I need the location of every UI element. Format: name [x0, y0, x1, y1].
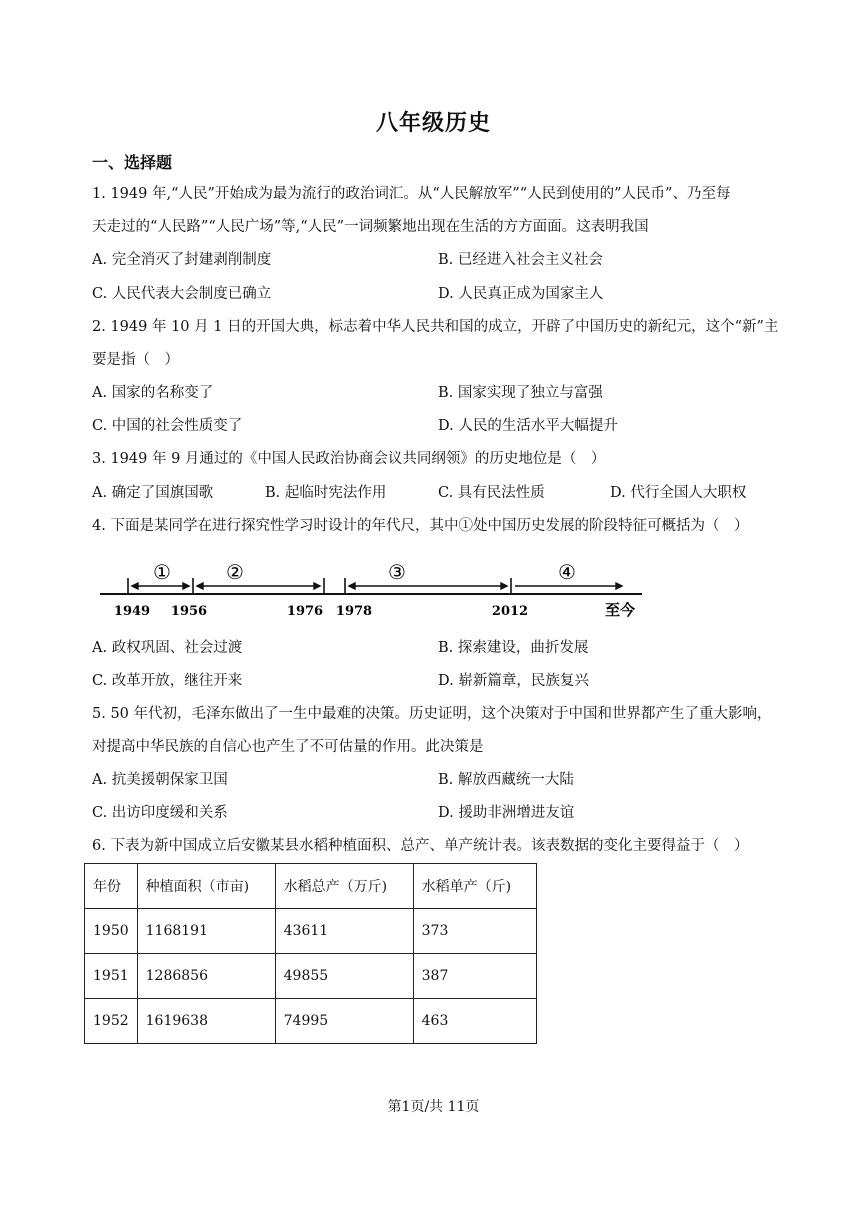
table-cell: 74995 — [275, 999, 413, 1044]
segment-2-left-head — [197, 583, 203, 589]
question-2-line-1: 2. 1949 年 10 月 1 日的开国大典，标志着中华人民共和国的成立，开辟了中国历史的新纪元，这个“新”主 — [92, 319, 779, 335]
question-1-line-2: 天走过的“人民路”“人民广场”等,“人民”一词频繁地出现在生活的方方面面。这表明我国 — [92, 219, 649, 235]
table-header-row — [85, 864, 537, 909]
table-row — [85, 954, 537, 999]
table-row — [85, 909, 537, 954]
column-header-total: 水稻总产（万斤) — [275, 864, 413, 909]
year-label-1978: 1978 — [335, 604, 373, 619]
q2-option-a[interactable]: A. 国家的名称变了 — [92, 385, 214, 401]
table-cell: 1951 — [85, 954, 138, 999]
q5-option-a[interactable]: A. 抗美援朝保家卫国 — [92, 772, 228, 788]
segment-1-left-head — [132, 583, 138, 589]
table-cell: 387 — [413, 954, 536, 999]
table-cell: 1952 — [85, 999, 138, 1044]
year-label-1976: 1976 — [286, 604, 324, 619]
question-5-line-1: 5. 50 年代初，毛泽东做出了一生中最难的决策。历史证明，这个决策对于中国和世界都产生了重大影响， — [92, 706, 772, 722]
q3-option-b[interactable]: B. 起临时宪法作用 — [265, 485, 387, 501]
table-cell: 1168191 — [137, 909, 275, 954]
year-label-2012: 2012 — [491, 604, 529, 619]
circle-label-2: ② — [226, 560, 244, 584]
year-label-1949: 1949 — [113, 604, 151, 619]
column-header-area: 种植面积（市亩) — [137, 864, 275, 909]
q1-option-d[interactable]: D. 人民真正成为国家主人 — [438, 286, 604, 302]
question-6-line-1: 6. 下表为新中国成立后安徽某县水稻种植面积、总产、单产统计表。该表数据的变化主要得益于（ ） — [92, 838, 749, 854]
rice-statistics-table — [84, 863, 537, 1044]
question-2-line-2: 要是指（ ） — [92, 352, 179, 368]
table-cell: 1286856 — [137, 954, 275, 999]
table-cell: 43611 — [275, 909, 413, 954]
timeline-ruler — [92, 556, 652, 626]
q4-option-c[interactable]: C. 改革开放，继往开来 — [92, 673, 243, 689]
question-3-line-1: 3. 1949 年 9 月通过的《中国人民政治协商会议共同纲领》的历史地位是（ ） — [92, 451, 606, 467]
section-heading: 一、选择题 — [92, 153, 173, 172]
q5-option-b[interactable]: B. 解放西藏统一大陆 — [438, 772, 574, 788]
circle-label-4: ④ — [558, 560, 576, 584]
q2-option-c[interactable]: C. 中国的社会性质变了 — [92, 418, 243, 434]
q3-option-c[interactable]: C. 具有民法性质 — [438, 485, 545, 501]
q1-option-a[interactable]: A. 完全消灭了封建剥削制度 — [92, 252, 272, 268]
circle-label-1: ① — [153, 560, 171, 584]
table-cell: 49855 — [275, 954, 413, 999]
question-5-line-2: 对提高中华民族的自信心也产生了不可估量的作用。此决策是 — [92, 739, 484, 755]
table-cell: 1950 — [85, 909, 138, 954]
page-title: 八年级历史 — [375, 111, 491, 136]
q4-option-b[interactable]: B. 探索建设，曲折发展 — [438, 640, 589, 656]
page-footer: 第1页/共 11页 — [387, 1099, 480, 1115]
column-header-year: 年份 — [85, 864, 138, 909]
table-cell: 463 — [413, 999, 536, 1044]
q4-option-a[interactable]: A. 政权巩固、社会过渡 — [92, 640, 243, 656]
year-label-present: 至今 — [604, 601, 636, 619]
q4-option-d[interactable]: D. 崭新篇章，民族复兴 — [438, 673, 589, 689]
q1-option-b[interactable]: B. 已经进入社会主义社会 — [438, 252, 603, 268]
table-cell: 1619638 — [137, 999, 275, 1044]
q2-option-b[interactable]: B. 国家实现了独立与富强 — [438, 385, 603, 401]
segment-4-right-head — [616, 583, 622, 589]
segment-1-right-head — [183, 583, 189, 589]
year-label-1956: 1956 — [170, 604, 208, 619]
q5-option-d[interactable]: D. 援助非洲增进友谊 — [438, 805, 575, 821]
segment-3-left-head — [349, 583, 355, 589]
q3-option-d[interactable]: D. 代行全国人大职权 — [610, 485, 747, 501]
question-4-line-1: 4. 下面是某同学在进行探究性学习时设计的年代尺，其中①处中国历史发展的阶段特征可概括为（ ） — [92, 518, 749, 534]
column-header-yield: 水稻单产（斤) — [413, 864, 536, 909]
table-cell: 373 — [413, 909, 536, 954]
q1-option-c[interactable]: C. 人民代表大会制度已确立 — [92, 286, 272, 302]
q5-option-c[interactable]: C. 出访印度缓和关系 — [92, 805, 228, 821]
segment-3-right-head — [501, 583, 507, 589]
q2-option-d[interactable]: D. 人民的生活水平大幅提升 — [438, 418, 618, 434]
table-row — [85, 999, 537, 1044]
segment-2-right-head — [314, 583, 320, 589]
circle-label-3: ③ — [388, 560, 406, 584]
q3-option-a[interactable]: A. 确定了国旗国歌 — [92, 485, 214, 501]
question-1-line-1: 1. 1949 年,“人民”开始成为最为流行的政治词汇。从“人民解放军”“人民到使用的”人民币”、乃至每 — [92, 186, 731, 202]
